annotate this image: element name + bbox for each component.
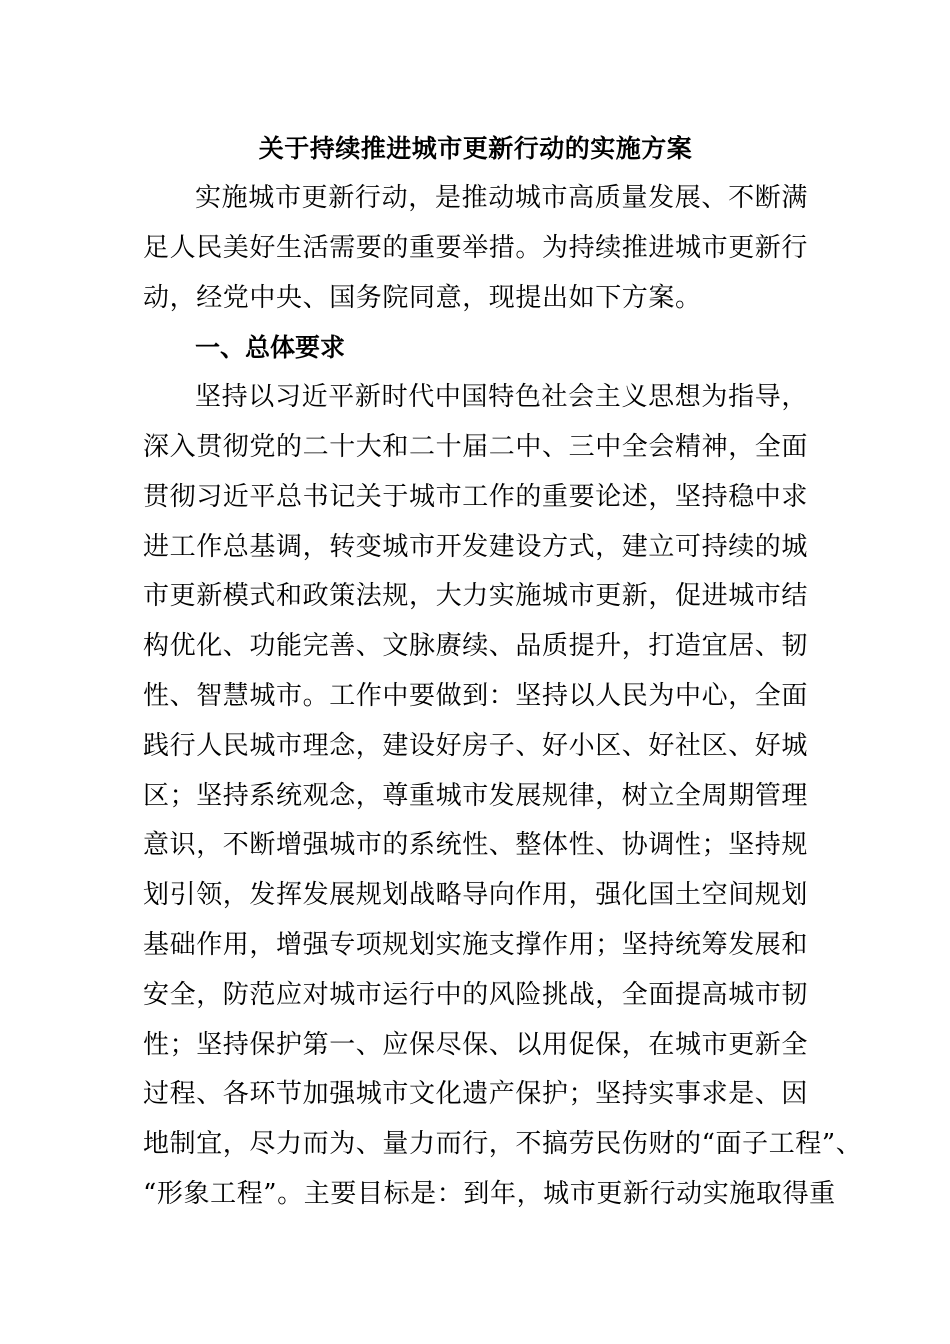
paragraph-line: 贯彻习近平总书记关于城市工作的重要论述，坚持稳中求 (143, 481, 809, 512)
paragraph-line: 意识，不断增强城市的系统性、整体性、协调性；坚持规 (143, 830, 809, 861)
paragraph-line: 区；坚持系统观念，尊重城市发展规律，树立全周期管理 (143, 780, 809, 811)
paragraph-line: 地制宜，尽力而为、量力而行，不搞劳民伤财的“面子工程”、 (143, 1129, 863, 1160)
intro-paragraph (143, 174, 808, 323)
paragraph-line: 进工作总基调，转变城市开发建设方式，建立可持续的城 (143, 531, 809, 562)
paragraph-line: 基础作用，增强专项规划实施支撑作用；坚持统筹发展和 (143, 929, 809, 960)
paragraph-line: 深入贯彻党的二十大和二十届二中、三中全会精神，全面 (143, 431, 809, 462)
paragraph-line: 划引领，发挥发展规划战略导向作用，强化国土空间规划 (143, 880, 809, 911)
paragraph-line: 市更新模式和政策法规，大力实施城市更新，促进城市结 (143, 581, 809, 612)
paragraph-line: 构优化、功能完善、文脉赓续、品质提升，打造宜居、韧 (143, 631, 809, 662)
paragraph-line: 坚持以习近平新时代中国特色社会主义思想为指导， (195, 382, 808, 413)
paragraph-line: 安全，防范应对城市运行中的风险挑战，全面提高城市韧 (143, 979, 809, 1010)
paragraph-line: 动，经党中央、国务院同意，现提出如下方案。 (143, 282, 702, 313)
paragraph-line: 实施城市更新行动，是推动城市高质量发展、不断满 (195, 183, 808, 213)
document-title: 关于持续推进城市更新行动的实施方案 (258, 134, 693, 163)
section-heading: 一、总体要求 (195, 333, 346, 363)
paragraph-line: 过程、各环节加强城市文化遗产保护；坚持实事求是、因 (143, 1079, 809, 1110)
document-body (143, 124, 863, 1220)
paragraph-line: 足人民美好生活需要的重要举措。为持续推进城市更新行 (143, 232, 809, 263)
section-paragraph (143, 373, 863, 1220)
paragraph-line: “形象工程”。主要目标是：到年，城市更新行动实施取得重 (143, 1178, 836, 1209)
paragraph-line: 践行人民城市理念，建设好房子、好小区、好社区、好城 (143, 730, 809, 761)
paragraph-line: 性、智慧城市。工作中要做到：坚持以人民为中心，全面 (143, 680, 809, 711)
paragraph-line: 性；坚持保护第一、应保尽保、以用促保，在城市更新全 (143, 1029, 809, 1060)
